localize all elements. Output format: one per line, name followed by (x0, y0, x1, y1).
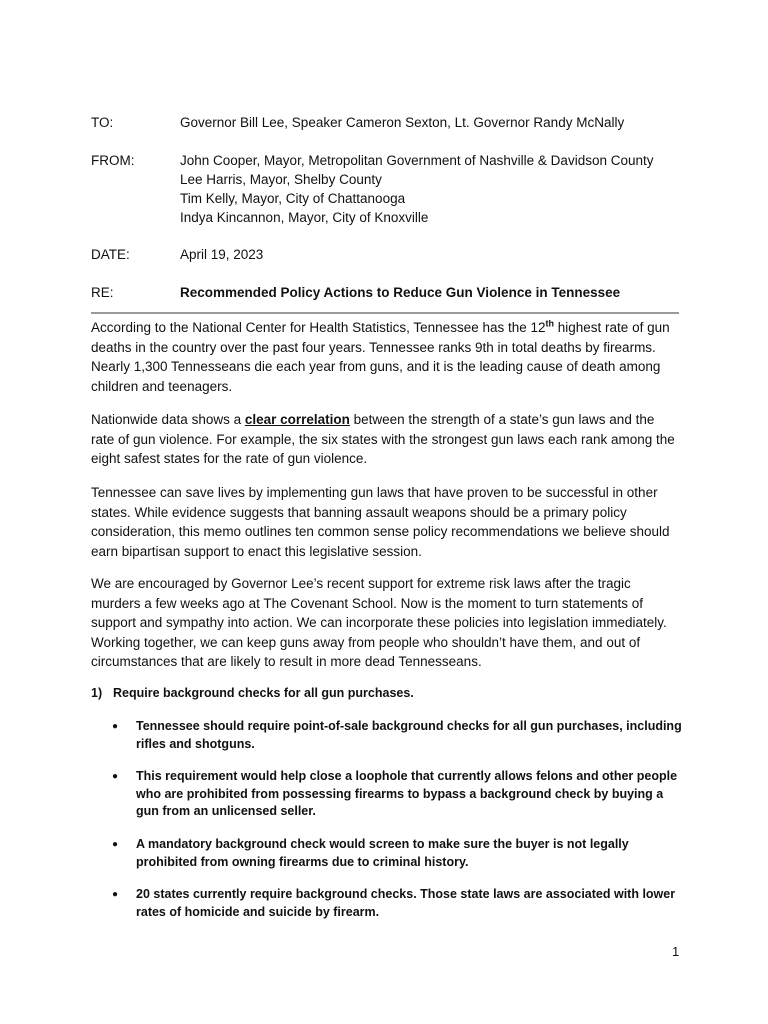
list-item (112, 886, 682, 921)
clear-correlation-link[interactable]: clear correlation (244, 412, 350, 427)
section-title: Require background checks for all gun purchases. (113, 686, 414, 700)
paragraph-text: highest rate of gun deaths in the country over the past four years. Tennessee ranks 9th in total deaths by firearms. Nearly 1,300 Tennesseans die each year from guns, and it is the leading cause of death among children and teenagers. (91, 320, 670, 394)
page-number: 1 (672, 944, 680, 959)
section-heading (91, 684, 414, 702)
body-paragraph: We are encouraged by Governor Lee’s recent support for extreme risk laws after the tragic murders a few weeks ago at The Covenant School. Now is the moment to turn statements of support and sympathy into action. We can incorporate these policies into legislation immediately. Working together, we can keep guns away from people who shouldn’t have them, and out of circumstances that are likely to result in more dead Tennesseans. (91, 576, 667, 669)
memo-to-row (91, 113, 624, 132)
list-item-text: Tennessee should require point-of-sale background checks for all gun purchases, including rifles and shotguns. (136, 719, 682, 751)
paragraph-text: between the strength of a state’s gun laws and the rate of gun violence. For example, the six states with the strongest gun laws each rank among the eight safest states for the rate of gun violence. (91, 412, 675, 466)
memo-from-line: Indya Kincannon, Mayor, City of Knoxville (180, 210, 429, 225)
header-divider (91, 312, 679, 314)
ordinal-suffix: th (545, 318, 555, 329)
paragraph-text: According to the National Center for Health Statistics, Tennessee has the 12 (91, 320, 546, 335)
list-item-text: 20 states currently require background checks. Those state laws are associated with lower rates of homicide and suicide by firearm. (136, 887, 676, 919)
memo-from-label: FROM: (91, 153, 135, 168)
memo-re-row (91, 283, 620, 302)
body-paragraph (91, 318, 681, 396)
memo-date-label: DATE: (91, 247, 130, 262)
list-item (112, 768, 682, 821)
section-number: 1) (91, 686, 103, 700)
list-item-text: A mandatory background check would screen to make sure the buyer is not legally prohibited from owning firearms due to criminal history. (136, 837, 629, 869)
memo-from-value (180, 151, 654, 227)
memo-re-label: RE: (91, 285, 114, 300)
memo-to-label: TO: (91, 115, 114, 130)
bullet-icon: ● (112, 771, 119, 782)
list-item-text: This requirement would help close a loophole that currently allows felons and other people who are prohibited from possessing firearms to bypass a background check by buying a gun from an unlicensed seller. (136, 769, 678, 818)
body-paragraph (91, 410, 681, 469)
memo-from-line: John Cooper, Mayor, Metropolitan Government of Nashville & Davidson County (180, 153, 654, 168)
memo-subject: Recommended Policy Actions to Reduce Gun Violence in Tennessee (180, 285, 621, 300)
paragraph-text: Nationwide data shows a (91, 412, 245, 427)
memo-from-line: Tim Kelly, Mayor, City of Chattanooga (180, 191, 406, 206)
memo-date-value: April 19, 2023 (180, 247, 264, 262)
bullet-icon: ● (112, 889, 119, 900)
memo-from-line: Lee Harris, Mayor, Shelby County (180, 172, 382, 187)
memo-date-row (91, 245, 263, 264)
memo-from-row (91, 151, 654, 227)
body-paragraph: Tennessee can save lives by implementing gun laws that have proven to be successful in other states. While evidence suggests that banning assault weapons should be a primary policy consideration, this memo outlines ten common sense policy recommendations we believe should earn bipartisan support to enact this legislative session. (91, 485, 670, 559)
list-item (112, 718, 682, 753)
list-item (112, 836, 682, 871)
memo-to-value: Governor Bill Lee, Speaker Cameron Sexton, Lt. Governor Randy McNally (180, 115, 625, 130)
bullet-icon: ● (112, 721, 119, 732)
bullet-icon: ● (112, 839, 119, 850)
